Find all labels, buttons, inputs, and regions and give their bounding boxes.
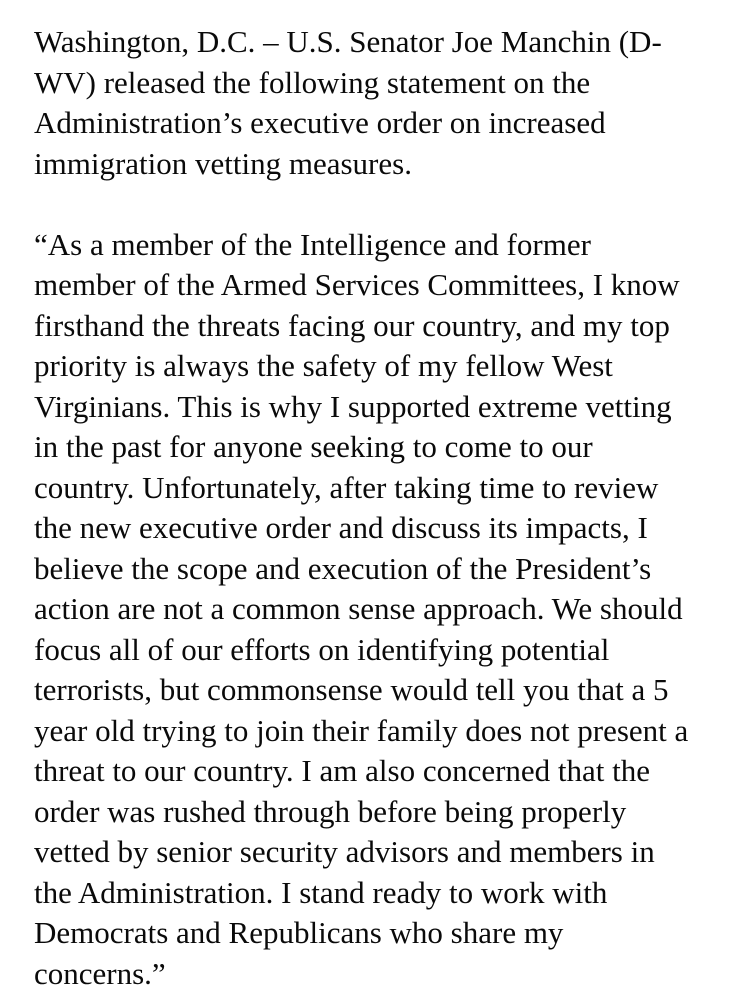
text-line: order was rushed through before being properly [34,793,627,829]
intro-paragraph [34,22,734,184]
text-line: the Administration. I stand ready to work with [34,874,608,910]
text-line: the new executive order and discuss its impacts, I [34,510,648,545]
text-line: WV) released the following statement on the [34,64,591,100]
text-line: “As a member of the Intelligence and former [34,226,591,262]
text-line: country. Unfortunately, after taking time to review [34,469,659,505]
statement-document [34,22,734,994]
text-line: action are not a common sense approach. We should [34,591,683,626]
text-line: year old trying to join their family does not present a [34,712,689,748]
paragraph-spacer [34,184,734,225]
text-line: Washington, D.C. – U.S. Senator Joe Manchin (D- [34,24,662,59]
text-line: Democrats and Republicans who share my [34,915,564,950]
text-line: vetted by senior security advisors and members in [34,834,655,869]
quote-paragraph [34,225,734,995]
text-line: focus all of our efforts on identifying potential [34,631,610,667]
text-line: priority is always the safety of my fellow West [34,348,613,383]
text-line: immigration vetting measures. [34,145,412,181]
text-line: terrorists, but commonsense would tell you that a 5 [34,672,669,707]
text-line: Administration’s executive order on increased [34,105,606,140]
text-line: in the past for anyone seeking to come to our [34,429,593,464]
text-line: concerns.” [34,955,166,991]
text-line: believe the scope and execution of the President’s [34,550,652,586]
text-line: threat to our country. I am also concerned that the [34,753,651,788]
text-line: firsthand the threats facing our country, and my top [34,307,670,343]
text-line: Virginians. This is why I supported extreme vetting [34,388,672,424]
text-line: member of the Armed Services Committees, I know [34,267,680,302]
